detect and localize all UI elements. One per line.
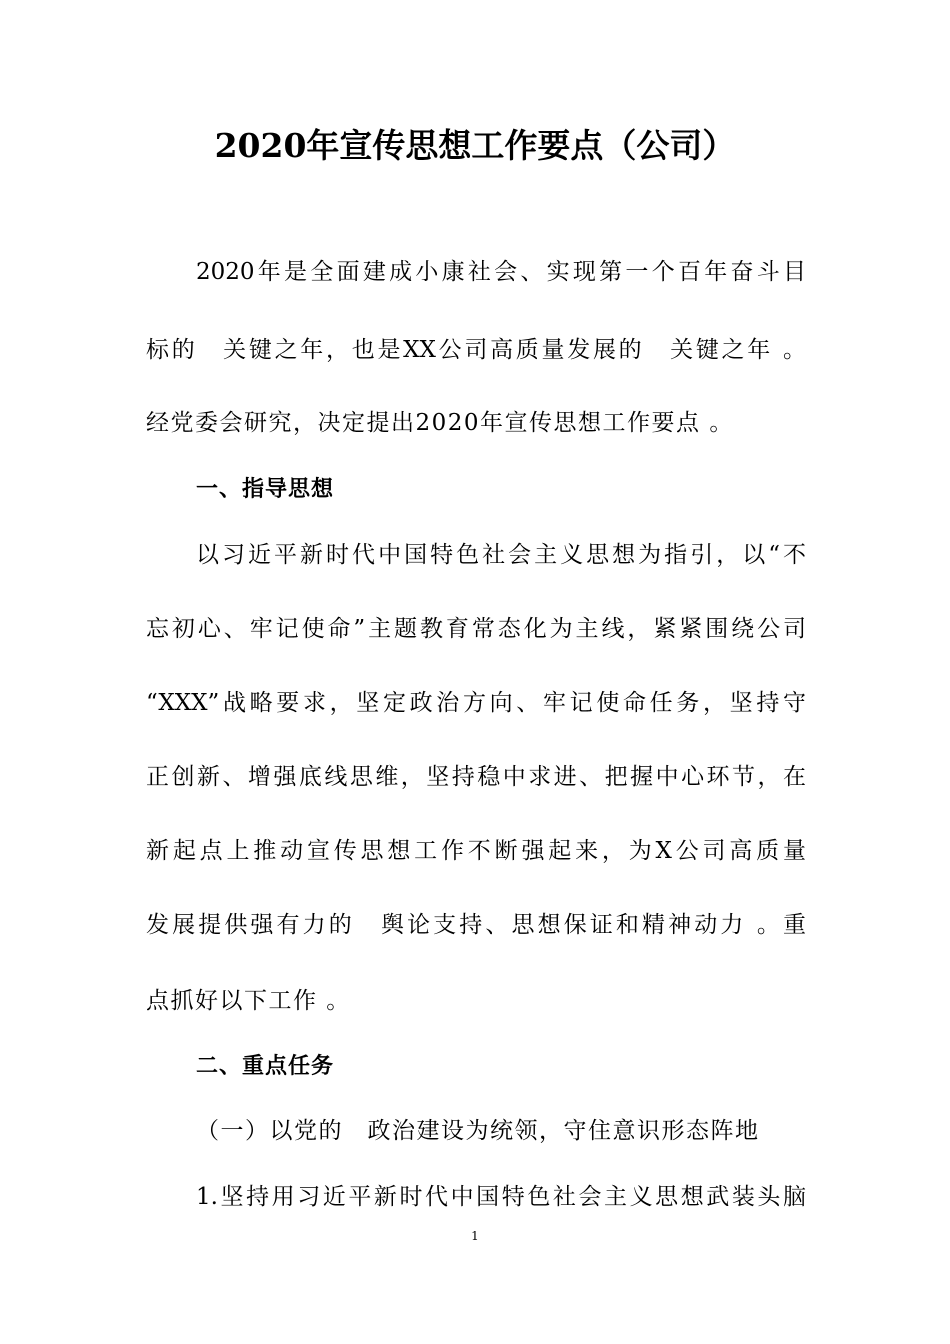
page-number: 1 xyxy=(471,1229,479,1243)
paragraph-line: 正创新、增强底线思维，坚持稳中求进、把握中心环节，在 xyxy=(146,764,806,790)
paragraph-line: 忘初心、牢记使命”主题教育常态化为主线，紧紧围绕公司 xyxy=(146,616,806,642)
paragraph-line: 标的 关键之年，也是XX公司高质量发展的 关键之年 。 xyxy=(146,337,806,363)
section-heading: 一、指导思想 xyxy=(196,477,335,502)
paragraph-line: “XXX”战略要求，坚定政治方向、牢记使命任务，坚持守 xyxy=(146,690,806,716)
paragraph-line: 新起点上推动宣传思想工作不断强起来，为X公司高质量 xyxy=(146,838,806,864)
document-title: 2020年宣传思想工作要点（公司） xyxy=(214,126,736,165)
section-heading: 二、重点任务 xyxy=(196,1054,335,1079)
paragraph-line: 1.坚持用习近平新时代中国特色社会主义思想武装头脑 xyxy=(196,1184,806,1210)
paragraph-line: 发展提供强有力的 舆论支持、思想保证和精神动力 。重 xyxy=(146,912,806,938)
paragraph-line: 2020年是全面建成小康社会、实现第一个百年奋斗目 xyxy=(196,259,806,285)
paragraph-line: 以习近平新时代中国特色社会主义思想为指引，以“不 xyxy=(196,542,806,568)
paragraph-line: 经党委会研究，决定提出2020年宣传思想工作要点 。 xyxy=(146,410,734,436)
paragraph-line: 点抓好以下工作 。 xyxy=(146,988,351,1014)
subsection-heading: （一）以党的 政治建设为统领，守住意识形态阵地 xyxy=(196,1118,760,1144)
